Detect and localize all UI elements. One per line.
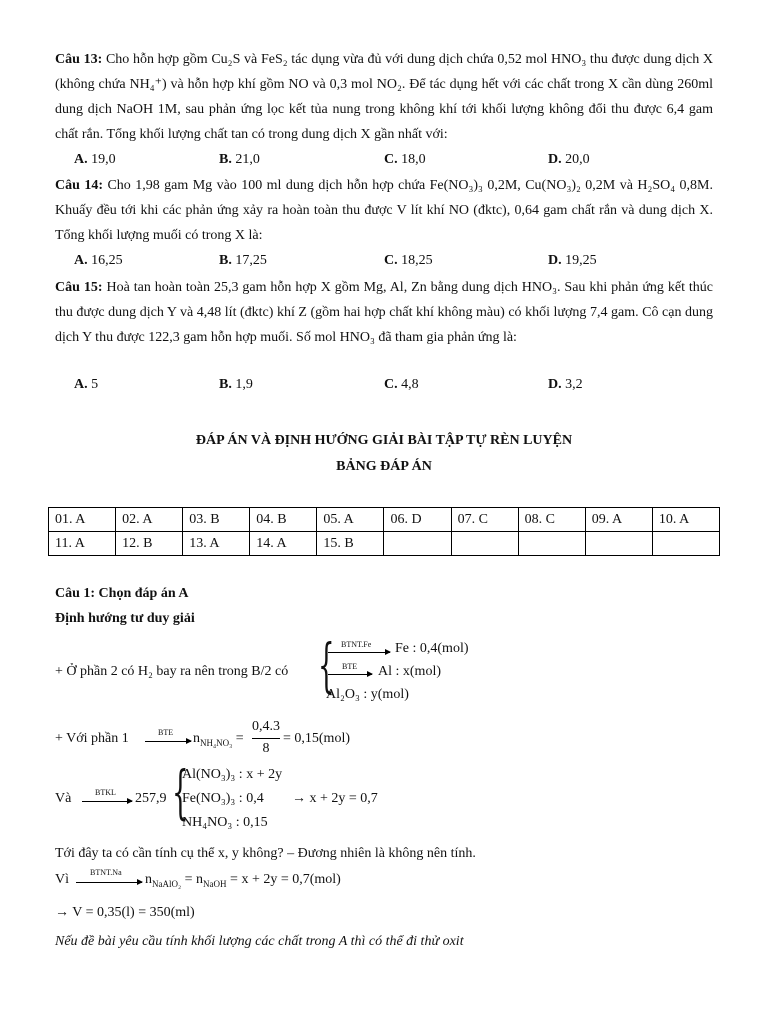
option-d: D. 20,0 — [548, 152, 590, 167]
table-cell: 14. A — [250, 532, 317, 556]
system-entry: Fe : 0,4(mol) — [395, 641, 469, 656]
section-heading: ĐÁP ÁN VÀ ĐỊNH HƯỚNG GIẢI BÀI TẬP TỰ RÈN LUYỆN — [195, 433, 573, 448]
arrow-icon — [328, 652, 390, 653]
option-b: B. 1,9 — [219, 377, 253, 392]
table-row — [49, 532, 720, 556]
arrow-icon — [328, 674, 372, 675]
table-cell — [518, 532, 585, 556]
question-13-text: Cho hỗn hợp gồm Cu₂S và FeS₂ tác dụng vừa đủ với dung dịch chứa 0,52 mol HNO₃ thu được dung dịch X (không chứa NH₄⁺) và hỗn hợp khí gồm NO và 0,3 mol NO₂. Để tác dụng hết với các chất trong X cần dùng 260ml dung dịch NaOH 1M, sau phản ứng lọc kết tủa nung trong không khí tới khối lượng không đổi thu được 6,4 gam chất rắn. Tổng khối lượng chất tan có trong dung dịch X gần nhất với: — [55, 52, 713, 142]
option-d: D. 19,25 — [548, 253, 597, 268]
solution-line-4: Tới đây ta có cần tính cụ thể x, y không? – Đương nhiên là không nên tính. — [55, 846, 476, 861]
question-14-text: Cho 1,98 gam Mg vào 100 ml dung dịch hỗn hợp chứa Fe(NO₃)₃ 0,2M, Cu(NO₃)₂ 0,2M và H₂SO₄ 0,8M. Khuấy đều tới khi các phản ứng xảy ra hoàn toàn thu được V lít khí NO (đktc), 0,64 gam chất rắn và dung dịch X. Tổng khối lượng muối có trong X là: — [55, 178, 713, 243]
arrow-label: BTNT.Na — [90, 868, 122, 877]
solution-line-1: + Ở phần 2 có H₂ bay ra nên trong B/2 có — [55, 664, 289, 679]
left-brace-icon: { — [318, 631, 335, 699]
fraction-bar — [252, 738, 280, 739]
mole-symbol: $n_{NH_4NO_3}$ = — [193, 731, 244, 748]
left-brace-icon: { — [172, 758, 189, 826]
question-15 — [55, 275, 713, 350]
option-c: C. 4,8 — [384, 377, 419, 392]
system-entry: Al : x(mol) — [378, 664, 441, 679]
arrow-label: BTE — [158, 728, 174, 737]
table-cell: 02. A — [116, 508, 183, 532]
arrow-icon — [76, 882, 142, 883]
table-cell: 01. A — [49, 508, 116, 532]
option-a: A. 16,25 — [74, 253, 123, 268]
solution-line-2: + Với phần 1 — [55, 731, 129, 746]
system-entry: NH₄NO₃ : 0,15 — [182, 815, 268, 830]
table-cell: 06. D — [384, 508, 451, 532]
table-cell: 15. B — [317, 532, 384, 556]
table-cell — [384, 532, 451, 556]
option-d: D. 3,2 — [548, 377, 583, 392]
question-15-label: Câu 15: — [55, 280, 103, 295]
question-14-label: Câu 14: — [55, 178, 103, 193]
option-c: C. 18,0 — [384, 152, 426, 167]
result-value: → x + 2y = 0,7 — [292, 791, 378, 806]
table-cell: 12. B — [116, 532, 183, 556]
table-cell: 03. B — [183, 508, 250, 532]
table-cell: 13. A — [183, 532, 250, 556]
solution-line-6: → V = 0,35(l) = 350(ml) — [55, 905, 195, 920]
answer-table — [48, 507, 720, 556]
question-14 — [55, 173, 713, 248]
question-13 — [55, 47, 713, 147]
question-15-options — [74, 377, 714, 401]
table-cell: 09. A — [585, 508, 652, 532]
table-cell: 05. A — [317, 508, 384, 532]
solution-line-5: Vì — [55, 872, 69, 887]
table-row — [49, 508, 720, 532]
result-value: = 0,15(mol) — [283, 731, 350, 746]
option-c: C. 18,25 — [384, 253, 433, 268]
table-heading: BẢNG ĐÁP ÁN — [336, 459, 432, 474]
total-mass: 257,9 — [135, 791, 167, 806]
table-cell — [652, 532, 719, 556]
table-cell: 07. C — [451, 508, 518, 532]
table-cell — [585, 532, 652, 556]
table-cell: 10. A — [652, 508, 719, 532]
table-cell — [451, 532, 518, 556]
fraction-denominator: 8 — [262, 741, 270, 756]
table-cell: 04. B — [250, 508, 317, 532]
question-13-label: Câu 13: — [55, 52, 103, 67]
option-a: A. 19,0 — [74, 152, 116, 167]
arrow-icon — [145, 741, 191, 742]
option-b: B. 17,25 — [219, 253, 267, 268]
system-entry: Fe(NO₃)₃ : 0,4 — [182, 791, 264, 806]
solution-line-3: Và — [55, 791, 72, 806]
solution-line-7: Nếu đề bài yêu cầu tính khối lượng các chất trong A thì có thể đi thử oxit — [55, 934, 464, 949]
arrow-label: BTKL — [95, 788, 116, 797]
option-b: B. 21,0 — [219, 152, 260, 167]
question-15-text: Hoà tan hoàn toàn 25,3 gam hỗn hợp X gồm Mg, Al, Zn bằng dung dịch HNO₃. Sau khi phản ứng kết thúc thu được dung dịch Y và 4,48 lít (đktc) khí Z (gồm hai hợp chất khí không màu) có khối lượng 7,4 gam. Cô cạn dung dịch Y thu được 122,3 gam hỗn hợp muối. Số mol HNO₃ đã tham gia phản ứng là: — [55, 280, 713, 345]
arrow-icon — [82, 801, 132, 802]
option-a: A. 5 — [74, 377, 99, 392]
question-14-options — [74, 253, 714, 277]
solution-subtitle: Định hướng tư duy giải — [55, 611, 195, 626]
fraction-numerator: 0,4.3 — [252, 719, 280, 734]
system-entry: Al(NO₃)₃ : x + 2y — [182, 767, 283, 782]
arrow-label: BTE — [342, 662, 358, 671]
solution-title: Câu 1: Chọn đáp án A — [55, 586, 189, 601]
table-cell: 08. C — [518, 508, 585, 532]
table-cell: 11. A — [49, 532, 116, 556]
arrow-label: BTNT.Fe — [341, 640, 372, 649]
mole-expression: $n_{NaAlO_2} = n_{NaOH} = x + 2y = 0,7(mol)$ — [145, 872, 341, 889]
system-entry: Al₂O₃ : y(mol) — [326, 687, 409, 702]
